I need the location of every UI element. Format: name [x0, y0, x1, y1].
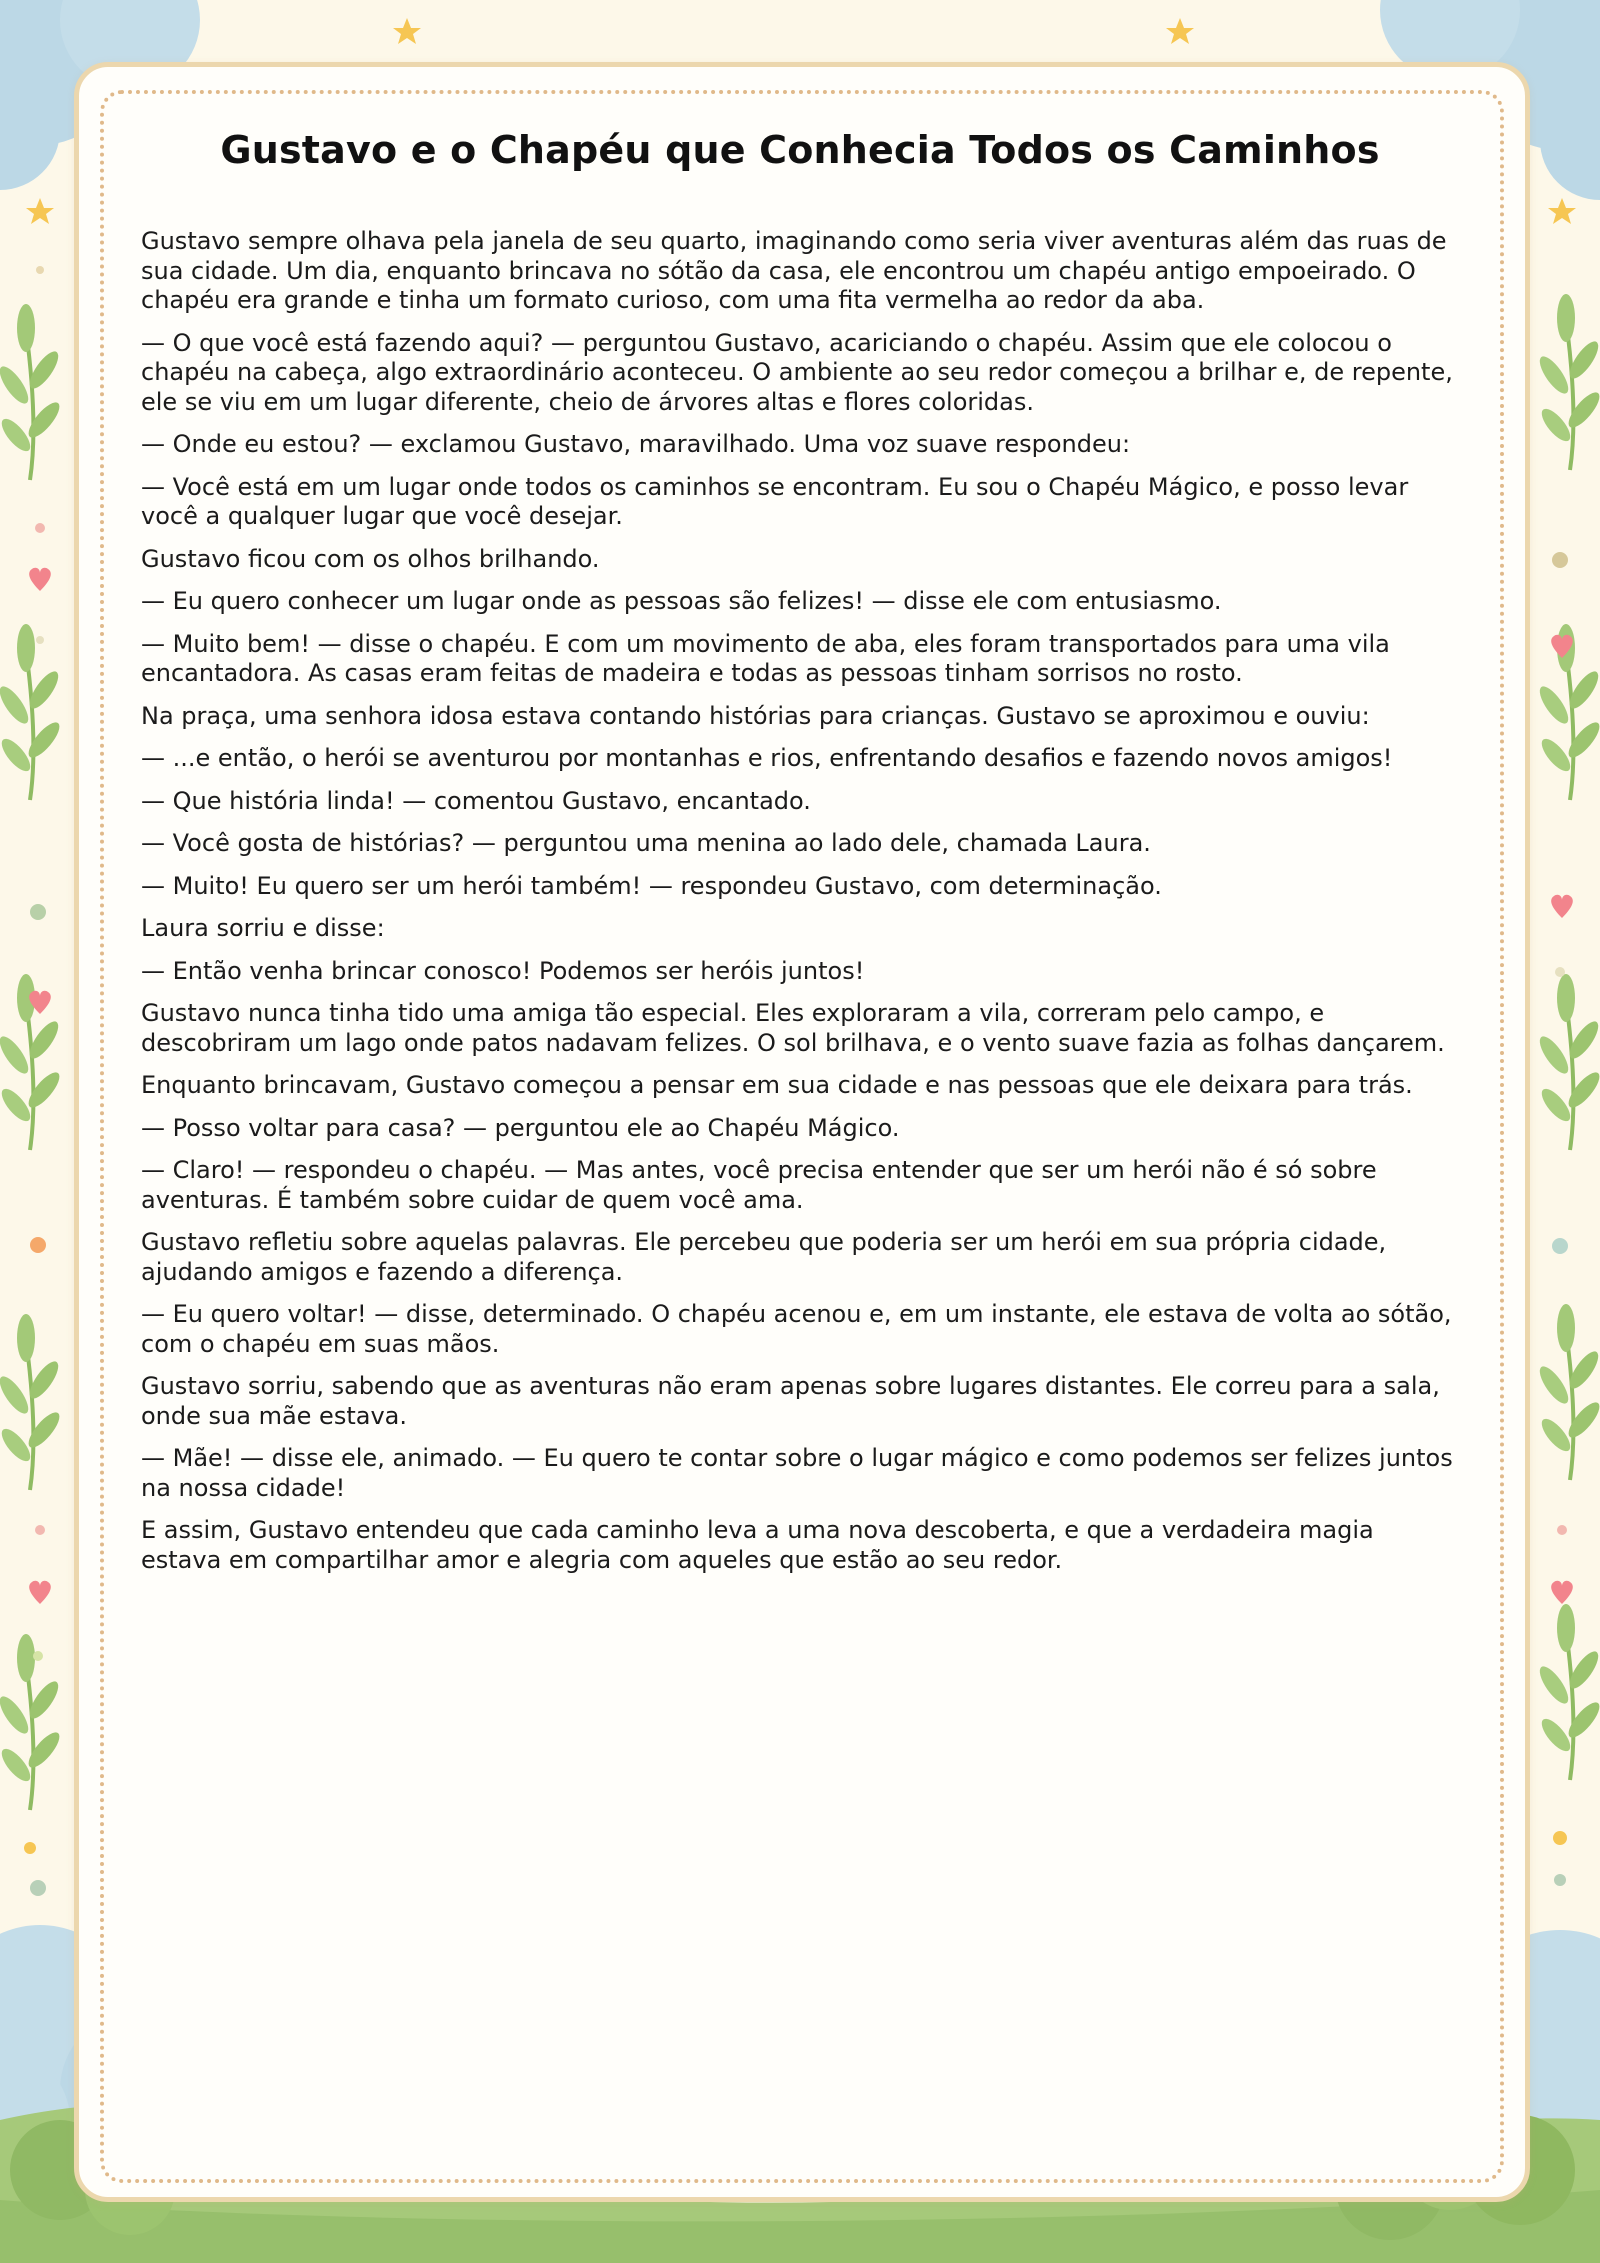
paragraph: Gustavo sorriu, sabendo que as aventuras não eram apenas sobre lugares distantes. Ele correu para a sala, onde sua mãe estava.: [141, 1372, 1440, 1430]
leaf-sprig-icon: [0, 1634, 64, 1810]
paragraph: Na praça, uma senhora idosa estava contando histórias para crianças. Gustavo se aproximou e ouviu:: [141, 701, 1370, 730]
paragraph: — Você está em um lugar onde todos os caminhos se encontram. Eu sou o Chapéu Mágico, e posso levar você a qualquer lugar que você desejar.: [141, 472, 1409, 530]
paragraph: — ...e então, o herói se aventurou por montanhas e rios, enfrentando desafios e fazendo novos amigos!: [141, 744, 1393, 772]
paragraph: Gustavo refletiu sobre aquelas palavras. Ele percebeu que poderia ser um herói em sua própria cidade, ajudando amigos e fazendo a diferença.: [141, 1228, 1387, 1286]
page-title: Gustavo e o Chapéu que Conhecia Todos os Caminhos: [220, 128, 1380, 172]
leaf-sprig-icon: [0, 304, 64, 480]
heart-icon: [29, 1581, 51, 1604]
paragraph: E assim, Gustavo entendeu que cada caminho leva a uma nova descoberta, e que a verdadeira magia estava em compartilhar amor e alegria com aqueles que estão ao seu redor.: [141, 1516, 1374, 1574]
star-icon: [393, 18, 421, 44]
leaf-sprig-icon: [1535, 294, 1600, 470]
leaf-sprig-icon: [1535, 974, 1600, 1150]
leaf-sprig-icon: [1535, 1604, 1600, 1780]
paragraph: — Mãe! — disse ele, animado. — Eu quero te contar sobre o lugar mágico e como podemos ser felizes juntos na nossa cidade!: [141, 1444, 1453, 1502]
paragraph: — Muito bem! — disse o chapéu. E com um movimento de aba, eles foram transportados para uma vila encantadora. As casas eram feitas de madeira e todas as pessoas tinham sorrisos no rosto.: [141, 629, 1390, 687]
paragraph: Enquanto brincavam, Gustavo começou a pensar em sua cidade e nas pessoas que ele deixara para trás.: [141, 1071, 1413, 1099]
leaf-sprig-icon: [0, 1314, 64, 1490]
star-icon: [26, 198, 54, 224]
paragraph: — Eu quero voltar! — disse, determinado. O chapéu acenou e, em um instante, ele estava de volta ao sótão, com o chapéu em suas mãos.: [141, 1300, 1452, 1358]
paragraph: — Posso voltar para casa? — perguntou ele ao Chapéu Mágico.: [141, 1113, 900, 1142]
paragraph: — O que você está fazendo aqui? — perguntou Gustavo, acariciando o chapéu. Assim que ele colocou o chapéu na cabeça, algo extraordinário aconteceu. O ambiente ao seu redor começou a brilhar e, de repente, ele se viu em um lugar diferente, cheio de árvores altas e flores coloridas.: [141, 328, 1453, 416]
paragraph: Laura sorriu e disse:: [141, 914, 385, 942]
star-icon: [1548, 198, 1576, 224]
leaf-sprig-icon: [0, 624, 64, 800]
paragraph: Gustavo sempre olhava pela janela de seu quarto, imaginando como seria viver aventuras além das ruas de sua cidade. Um dia, enquanto brincava no sótão da casa, ele encontrou um chapéu antigo empoeirado. O chapéu era grande e tinha um formato curioso, com uma fita vermelha ao redor da aba.: [141, 227, 1447, 314]
heart-icon: [1551, 1581, 1573, 1604]
paragraph: — Que história linda! — comentou Gustavo, encantado.: [141, 786, 811, 815]
paragraph: Gustavo ficou com os olhos brilhando.: [141, 544, 600, 573]
paragraph: — Muito! Eu quero ser um herói também! — respondeu Gustavo, com determinação.: [141, 871, 1162, 900]
paragraph: — Claro! — respondeu o chapéu. — Mas antes, você precisa entender que ser um herói não é só sobre aventuras. É também sobre cuidar de quem você ama.: [141, 1156, 1377, 1214]
paragraph: — Onde eu estou? — exclamou Gustavo, maravilhado. Uma voz suave respondeu:: [141, 430, 1131, 458]
paragraph: Gustavo nunca tinha tido uma amiga tão especial. Eles exploraram a vila, correram pelo campo, e descobriram um lago onde patos nadavam felizes. O sol brilhava, e o vento suave fazia as folhas dançarem.: [141, 999, 1445, 1057]
paragraph: — Eu quero conhecer um lugar onde as pessoas são felizes! — disse ele com entusiasmo.: [141, 587, 1222, 615]
paragraph: — Você gosta de histórias? — perguntou uma menina ao lado dele, chamada Laura.: [141, 829, 1151, 857]
leaf-sprig-icon: [1535, 1304, 1600, 1480]
heart-icon: [29, 568, 51, 591]
star-icon: [1166, 18, 1194, 44]
story-body: [141, 227, 1461, 1588]
heart-icon: [1551, 895, 1573, 918]
paragraph: — Então venha brincar conosco! Podemos ser heróis juntos!: [141, 956, 865, 985]
